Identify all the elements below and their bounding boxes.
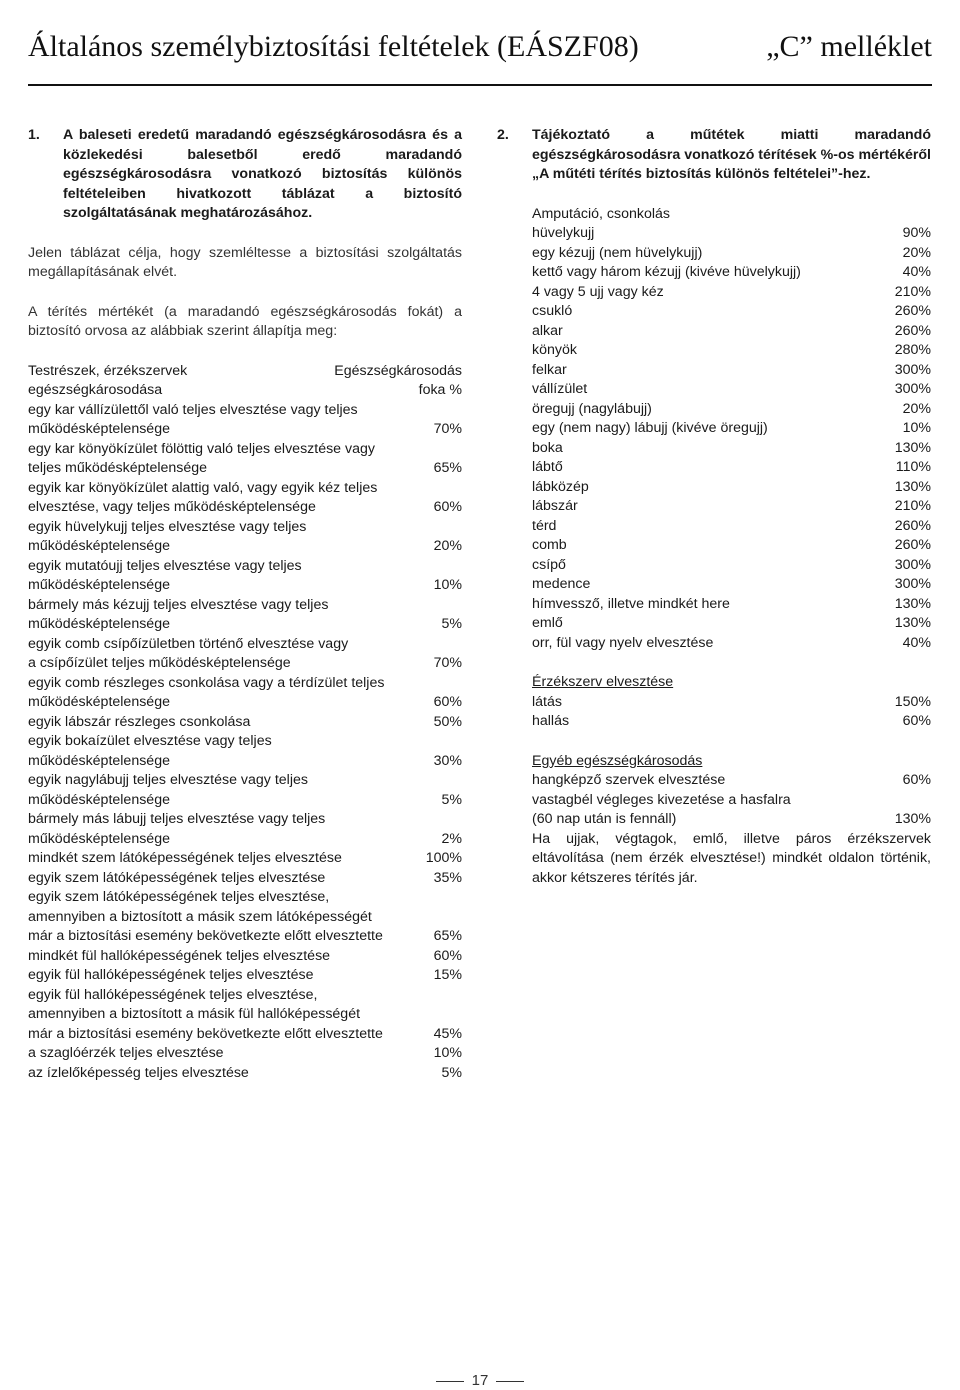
- section-1-heading-text: A baleseti eredetű maradandó egészségkárosodásra és a közlekedési balesetből eredő maradandó egészségkárosodásra vonatkozó biztosítás különös feltételeiben hivatkozott táblázat a biztosító szolgáltatásának meghatározásához.: [63, 127, 462, 221]
- row-label: (60 nap után is fennáll): [532, 811, 677, 827]
- table-row: [532, 439, 931, 459]
- table-row: [28, 1025, 462, 1045]
- row-value: 60%: [433, 947, 462, 964]
- row-label: comb: [532, 537, 567, 553]
- row-label: működésképtelensége: [28, 830, 170, 847]
- row-value: 10%: [433, 1045, 462, 1061]
- row-label-line: amennyiben a biztosított a másik fül hallóképességét: [28, 1006, 361, 1022]
- row-label: felkar: [532, 361, 567, 378]
- double-compensation-note: Ha ujjak, végtagok, emlő, illetve páros érzékszervek eltávolítása (nem érzék elvesztése!) mindkét oldalon történik, akkor kétszeres térítés jár.: [532, 830, 931, 886]
- row-value: 100%: [425, 850, 462, 866]
- row-value: 2%: [441, 830, 462, 847]
- table-row: [532, 302, 931, 322]
- row-label-line: egyik mutatóujj teljes elvesztése vagy teljes: [28, 557, 302, 574]
- table-row: [28, 849, 462, 869]
- row-value: 60%: [902, 772, 931, 788]
- table-header-right-1: Egészségkárosodás: [334, 362, 462, 379]
- row-value: 110%: [895, 459, 931, 475]
- row-value: 130%: [894, 595, 931, 612]
- row-value: 15%: [433, 967, 462, 983]
- row-label: működésképtelensége: [28, 538, 170, 554]
- row-label: öregujj (nagylábujj): [532, 400, 652, 417]
- table-row: [532, 478, 931, 498]
- table-row: [28, 791, 462, 811]
- row-label: működésképtelensége: [28, 421, 170, 437]
- row-label-line: amennyiben a biztosított a másik szem látóképességét: [28, 908, 372, 925]
- row-label: az ízlelőképesség teljes elvesztése: [28, 1064, 249, 1081]
- footer-dash-left: [436, 1381, 464, 1382]
- row-value: 20%: [433, 538, 462, 554]
- table-row: [532, 712, 931, 732]
- row-label-line: egy kar könyökízület fölöttig való teljes elvesztése vagy: [28, 440, 375, 457]
- row-value: 260%: [894, 537, 931, 553]
- row-label: már a biztosítási esemény bekövetkezte előtt elvesztette: [28, 1025, 383, 1042]
- row-value: 260%: [894, 303, 931, 319]
- row-label: mindkét szem látóképességének teljes elvesztése: [28, 850, 342, 866]
- row-value: 300%: [894, 576, 931, 592]
- table-row: [28, 576, 462, 596]
- row-value: 70%: [433, 655, 462, 671]
- page-footer: [0, 1372, 960, 1389]
- table-row: [28, 927, 462, 947]
- row-label: elvesztése, vagy teljes működésképtelensége: [28, 499, 316, 515]
- table-row: [28, 713, 462, 733]
- table-row: [28, 693, 462, 713]
- table-row: [532, 693, 931, 713]
- row-label: térd: [532, 517, 557, 534]
- row-value: 60%: [433, 499, 462, 515]
- footer-dash-right: [496, 1381, 524, 1382]
- table-row: [532, 283, 931, 303]
- table-row: [532, 322, 931, 342]
- table-row: [532, 400, 931, 420]
- row-label: egyik fül hallóképességének teljes elvesztése: [28, 967, 314, 983]
- row-label: mindkét fül hallóképességének teljes elvesztése: [28, 947, 331, 964]
- row-value: 260%: [894, 517, 931, 534]
- row-label: látás: [532, 693, 562, 710]
- table-row: [532, 810, 931, 830]
- table-row: [532, 517, 931, 537]
- table-row: [28, 1064, 462, 1084]
- header-rule: [28, 84, 932, 86]
- row-label-line: vastagbél végleges kivezetése a hasfalra: [532, 791, 791, 808]
- table-header-left-1: Testrészek, érzékszervek: [28, 362, 188, 379]
- table-row: [532, 771, 931, 791]
- row-value: 210%: [894, 498, 931, 514]
- section-1-intro: Jelen táblázat célja, hogy szemléltesse a biztosítási szolgáltatás megállapításának elvét.: [28, 244, 462, 280]
- row-value: 150%: [894, 693, 931, 710]
- table-row: [532, 575, 931, 595]
- table-row: [28, 654, 462, 674]
- row-label: működésképtelensége: [28, 577, 170, 593]
- table-row: [532, 263, 931, 283]
- row-label: lábközép: [532, 478, 589, 495]
- table-row: [28, 498, 462, 518]
- row-label: csukló: [532, 303, 573, 319]
- row-label: hüvelykujj: [532, 225, 595, 241]
- table-header-right-2: foka %: [418, 382, 462, 398]
- section-1-method: A térítés mértékét (a maradandó egészségkárosodás fokát) a biztosító orvosa az alábbiak szerint állapítja meg:: [28, 303, 462, 339]
- table-row: [532, 536, 931, 556]
- row-value: 40%: [902, 634, 931, 651]
- row-value: 70%: [433, 421, 462, 437]
- row-label: csípő: [532, 556, 566, 573]
- table-row: [28, 869, 462, 889]
- row-value: 5%: [441, 1064, 462, 1081]
- row-value: 130%: [894, 439, 931, 456]
- table-row: [532, 419, 931, 439]
- table-row: [28, 420, 462, 440]
- row-label: 4 vagy 5 ujj vagy kéz: [532, 283, 664, 300]
- annex-label: „C” melléklet: [766, 30, 932, 63]
- group-other-title: Egyéb egészségkárosodás: [532, 752, 703, 769]
- row-label: egyik szem látóképességének teljes elvesztése: [28, 869, 326, 886]
- row-label: egy (nem nagy) lábujj (kivéve öregujj): [532, 420, 768, 436]
- row-label: a szaglóérzék teljes elvesztése: [28, 1045, 224, 1061]
- row-label-line: bármely más lábujj teljes elvesztése vagy teljes: [28, 811, 326, 827]
- row-label: lábszár: [532, 498, 578, 514]
- table-row: [28, 1044, 462, 1064]
- row-label: kettő vagy három kézujj (kivéve hüvelykujj): [532, 264, 801, 280]
- row-label: működésképtelensége: [28, 752, 170, 769]
- section-2: [497, 126, 931, 888]
- row-value: 20%: [902, 244, 931, 261]
- row-value: 280%: [894, 342, 931, 358]
- row-value: 45%: [433, 1025, 462, 1042]
- row-label: hímvessző, illetve mindkét here: [532, 595, 730, 612]
- table-row: [28, 830, 462, 850]
- row-label-line: egy kar vállízülettől való teljes elvesztése vagy teljes: [28, 401, 358, 418]
- table-row: [532, 224, 931, 244]
- row-value: 65%: [433, 928, 462, 944]
- row-value: 5%: [441, 791, 462, 808]
- row-label: egyik lábszár részleges csonkolása: [28, 713, 251, 730]
- row-label-line: bármely más kézujj teljes elvesztése vagy teljes: [28, 596, 329, 613]
- row-value: 50%: [433, 713, 462, 730]
- row-label-line: egyik comb csípőízületben történő elvesztése vagy: [28, 635, 349, 652]
- row-label: hangképző szervek elvesztése: [532, 772, 726, 788]
- group-amputation-title: Amputáció, csonkolás: [532, 205, 671, 222]
- page-number: 17: [471, 1372, 489, 1389]
- row-label-line: egyik comb részleges csonkolása vagy a térdízület teljes: [28, 674, 385, 691]
- table-row: [28, 966, 462, 986]
- row-value: 20%: [902, 400, 931, 417]
- table-row: [532, 244, 931, 264]
- row-value: 130%: [894, 811, 931, 827]
- section-1: [28, 126, 462, 1083]
- row-value: 30%: [433, 752, 462, 769]
- row-value: 300%: [894, 361, 931, 378]
- row-value: 5%: [441, 616, 462, 632]
- amputation-table: [532, 224, 931, 653]
- table-row: [28, 615, 462, 635]
- row-value: 60%: [433, 694, 462, 710]
- row-label: működésképtelensége: [28, 616, 170, 632]
- row-value: 210%: [894, 283, 931, 300]
- table-row: [532, 556, 931, 576]
- table-row: [532, 458, 931, 478]
- row-label-line: egyik hüvelykujj teljes elvesztése vagy teljes: [28, 518, 307, 535]
- row-label: működésképtelensége: [28, 694, 170, 710]
- row-label-line: egyik nagylábujj teljes elvesztése vagy teljes: [28, 772, 308, 788]
- section-1-number: 1.: [28, 127, 40, 143]
- table-row: [532, 380, 931, 400]
- row-value: 10%: [433, 577, 462, 593]
- row-value: 90%: [902, 225, 931, 241]
- row-label: boka: [532, 439, 563, 456]
- row-label: hallás: [532, 713, 570, 729]
- row-label: alkar: [532, 322, 563, 339]
- row-label-line: egyik kar könyökízület alattig való, vagy egyik kéz teljes: [28, 479, 378, 496]
- row-label: működésképtelensége: [28, 791, 170, 808]
- row-value: 300%: [894, 556, 931, 573]
- table-row: [28, 947, 462, 967]
- table-row: [28, 537, 462, 557]
- row-label: a csípőízület teljes működésképtelensége: [28, 655, 291, 671]
- table-row: [532, 595, 931, 615]
- impairment-table: [28, 401, 462, 1084]
- section-2-number: 2.: [497, 127, 509, 143]
- table-row: [532, 614, 931, 634]
- row-label-line: egyik szem látóképességének teljes elvesztése,: [28, 889, 330, 905]
- row-label-line: egyik fül hallóképességének teljes elvesztése,: [28, 986, 318, 1003]
- row-label: teljes működésképtelensége: [28, 460, 208, 476]
- section-2-heading-text: Tájékoztató a műtétek miatti maradandó egészségkárosodásra vonatkozó térítések %-os mértékéről „A műtéti térítés biztosítás különös feltételei”-hez.: [532, 127, 931, 182]
- table-row: [28, 752, 462, 772]
- row-label-line: egyik bokaízület elvesztése vagy teljes: [28, 733, 272, 749]
- table-header: [28, 362, 462, 401]
- row-value: 130%: [894, 478, 931, 495]
- row-value: 35%: [433, 869, 462, 886]
- section-1-heading: [28, 126, 462, 224]
- other-table: [532, 771, 931, 830]
- row-value: 300%: [894, 381, 931, 397]
- table-header-left-2: egészségkárosodása: [28, 382, 163, 398]
- group-senses-title: Érzékszerv elvesztése: [532, 674, 674, 690]
- table-row: [532, 341, 931, 361]
- row-label: orr, fül vagy nyelv elvesztése: [532, 634, 714, 651]
- row-value: 260%: [894, 322, 931, 339]
- table-row: [532, 634, 931, 654]
- row-label: egy kézujj (nem hüvelykujj): [532, 244, 703, 261]
- row-label: már a biztosítási esemény bekövetkezte előtt elvesztette: [28, 928, 383, 944]
- table-row: [28, 459, 462, 479]
- row-value: 10%: [902, 420, 931, 436]
- table-row: [532, 361, 931, 381]
- page-header: [28, 30, 932, 70]
- row-value: 40%: [902, 264, 931, 280]
- row-label: lábtő: [532, 459, 563, 475]
- table-row: [532, 497, 931, 517]
- row-label: emlő: [532, 615, 563, 631]
- row-value: 130%: [894, 615, 931, 631]
- senses-table: [532, 693, 931, 732]
- section-2-heading: [497, 126, 931, 185]
- row-label: vállízület: [532, 381, 588, 397]
- row-label: könyök: [532, 342, 577, 358]
- row-label: medence: [532, 576, 591, 592]
- row-value: 60%: [902, 713, 931, 729]
- document-title: Általános személybiztosítási feltételek (EÁSZF08): [28, 30, 639, 63]
- row-value: 65%: [433, 460, 462, 476]
